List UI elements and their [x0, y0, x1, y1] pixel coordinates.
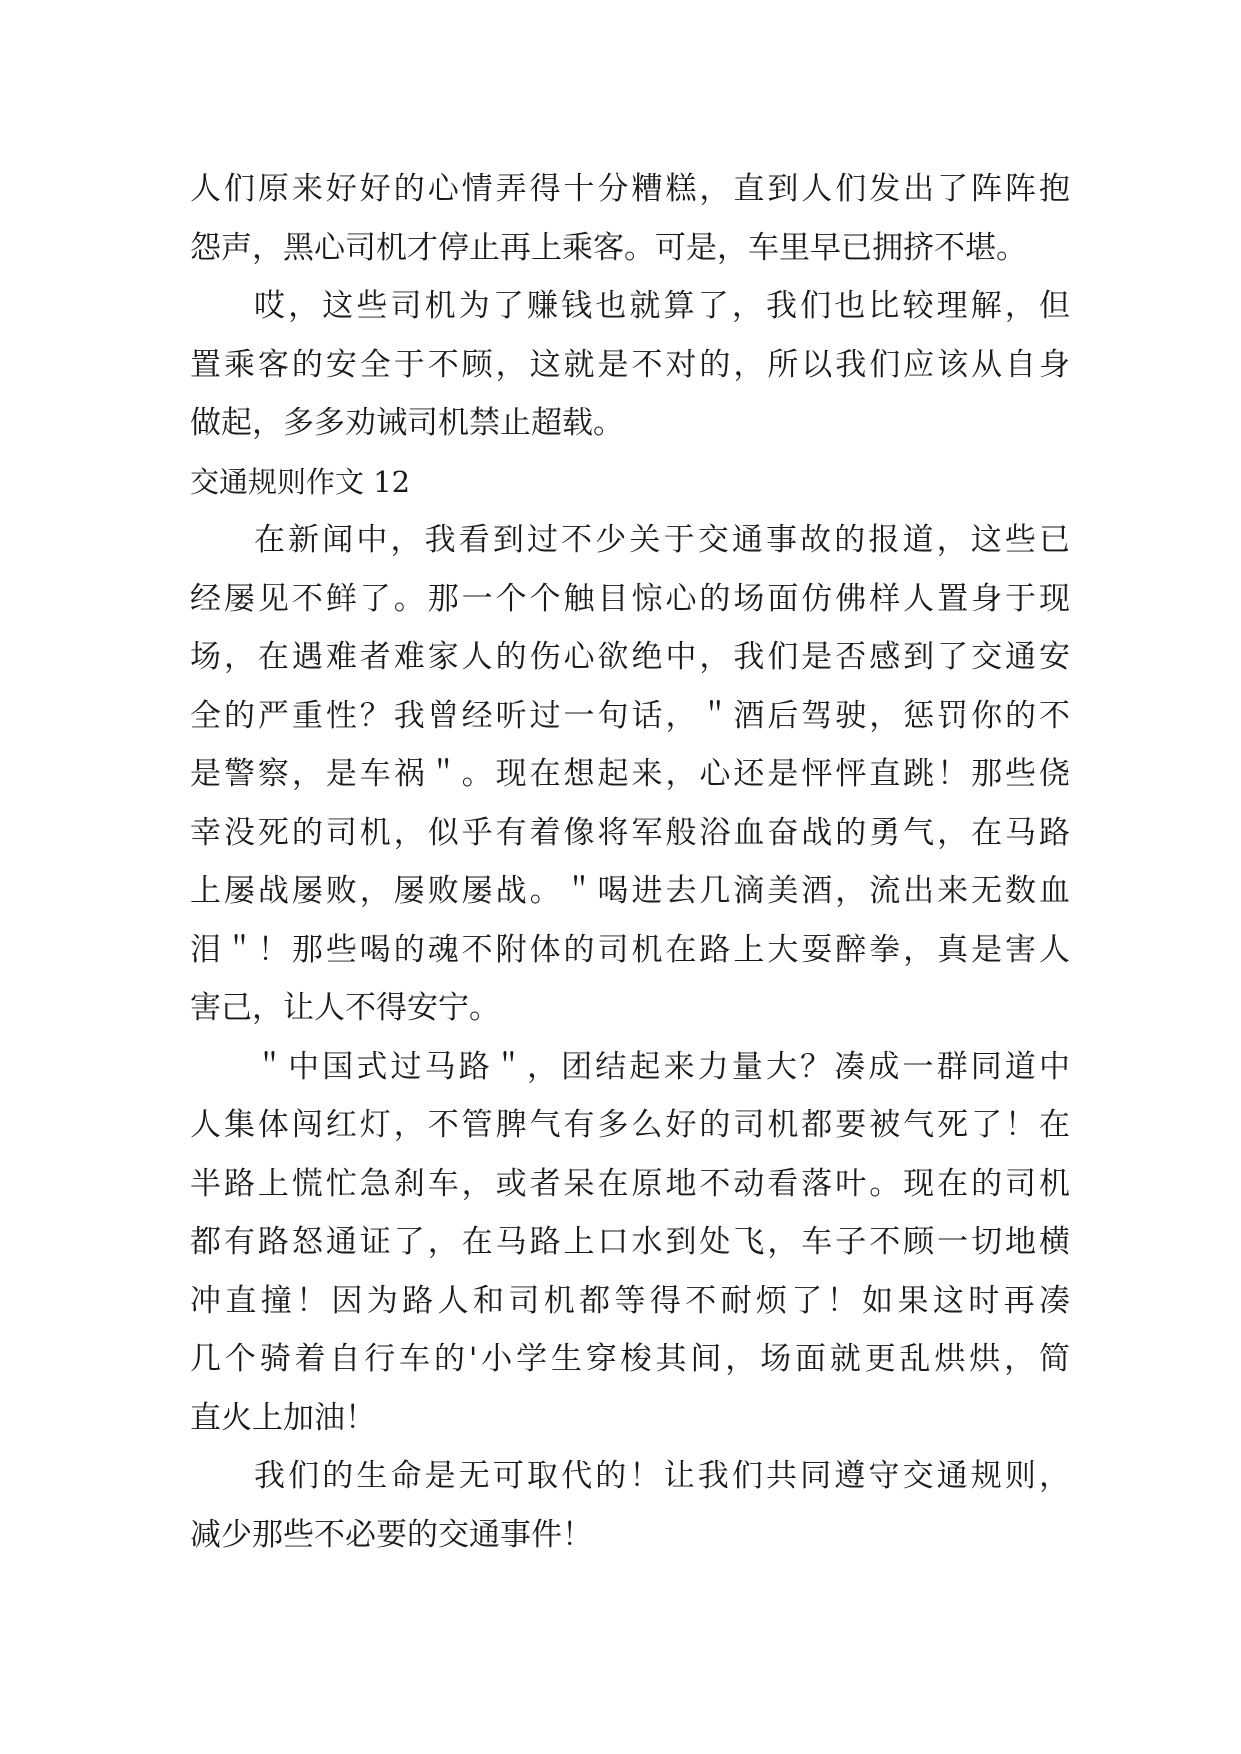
text-line: 半路上慌忙急刹车，或者呆在原地不动看落叶。现在的司机 — [190, 1165, 1070, 1202]
text-line: 幸没死的司机，似乎有着像将军般浴血奋战的勇气，在马路 — [190, 814, 1070, 851]
text-line: 害己，让人不得安宁。 — [190, 990, 500, 1026]
text-line: 我们的生命是无可取代的！让我们共同遵守交通规则， — [254, 1458, 1070, 1494]
text-line: 是警察，是车祸＂。现在想起来，心还是怦怦直跳！那些侥 — [190, 756, 1070, 792]
text-line: 冲直撞！因为路人和司机都等得不耐烦了！如果这时再凑 — [190, 1282, 1070, 1319]
text-line: 哎，这些司机为了赚钱也就算了，我们也比较理解，但 — [254, 288, 1070, 324]
paragraph — [190, 160, 1070, 277]
text-line: 怨声，黑心司机才停止再上乘客。可是，车里早已拥挤不堪。 — [190, 229, 1027, 266]
text-line: 全的严重性？我曾经听过一句话，＂酒后驾驶，惩罚你的不 — [190, 697, 1070, 734]
text-line: 经屡见不鲜了。那一个个触目惊心的场面仿佛样人置身于现 — [190, 580, 1070, 617]
text-line: 减少那些不必要的交通事件！ — [190, 1516, 593, 1553]
text-line: 人们原来好好的心情弄得十分糟糕，直到人们发出了阵阵抱 — [190, 171, 1070, 207]
text-line: 都有路怒通证了，在马路上口水到处飞，车子不顾一切地横 — [190, 1224, 1070, 1260]
document-body — [190, 160, 1070, 1564]
section-heading: 交通规则作文 12 — [190, 464, 411, 499]
text-line: 场，在遇难者难家人的伤心欲绝中，我们是否感到了交通安 — [190, 639, 1070, 675]
text-line: 置乘客的安全于不顾，这就是不对的，所以我们应该从自身 — [190, 346, 1070, 383]
text-line: 在新闻中，我看到过不少关于交通事故的报道，这些已 — [254, 522, 1070, 558]
paragraph — [190, 511, 1070, 1038]
text-line: 人集体闯红灯，不管脾气有多么好的司机都要被气死了！在 — [190, 1107, 1070, 1143]
text-line: ＂中国式过马路＂，团结起来力量大？凑成一群同道中 — [254, 1048, 1070, 1085]
paragraph — [190, 1038, 1070, 1448]
text-line: 直火上加油！ — [190, 1399, 376, 1436]
text-line: 泪＂！那些喝的魂不附体的司机在路上大耍醉拳，真是害人 — [190, 931, 1070, 968]
paragraph — [190, 1447, 1070, 1564]
text-line: 上屡战屡败，屡败屡战。＂喝进去几滴美酒，流出来无数血 — [190, 873, 1070, 909]
text-line: 几个骑着自行车的'小学生穿梭其间，场面就更乱烘烘，简 — [190, 1341, 1070, 1377]
paragraph — [190, 277, 1070, 453]
text-line: 做起，多多劝诫司机禁止超载。 — [190, 405, 624, 441]
